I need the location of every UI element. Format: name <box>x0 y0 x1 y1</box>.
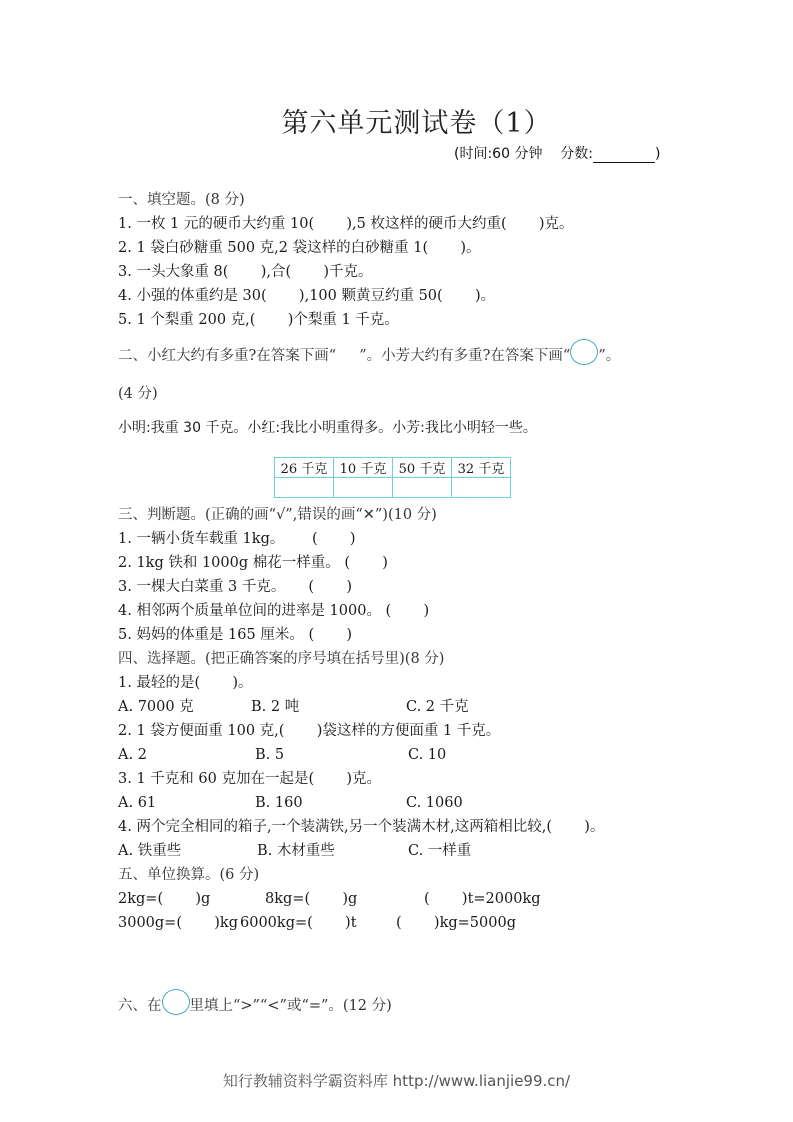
s5-row2-item1: 3000g=( )kg <box>118 915 238 931</box>
weight-options-table <box>274 457 511 498</box>
s3-question-1: 1. 一辆小货车载重 1kg。 ( ) <box>118 531 356 547</box>
answer-cell[interactable] <box>275 478 334 498</box>
s1-question-2: 2. 1 袋白砂糖重 500 克,2 袋这样的白砂糖重 1( )。 <box>118 240 481 256</box>
section-1-heading: 一、填空题。(8 分) <box>118 192 245 208</box>
section-2-heading-end: ”。 <box>598 348 621 364</box>
s4-question-4: 4. 两个完全相同的箱子,一个装满铁,另一个装满木材,这两箱相比较,( )。 <box>118 819 605 835</box>
answer-cell[interactable] <box>393 478 452 498</box>
section-2-heading <box>118 346 620 366</box>
s4-q3-option-a: A. 61 <box>118 795 157 811</box>
s3-question-5: 5. 妈妈的体重是 165 厘米。 ( ) <box>118 627 353 643</box>
s3-question-3: 3. 一棵大白菜重 3 千克。 ( ) <box>118 579 353 595</box>
s4-q3-option-c: C. 1060 <box>406 795 463 811</box>
s1-question-5: 5. 1 个梨重 200 克,( )个梨重 1 千克。 <box>118 312 399 328</box>
option-cell: 10 千克 <box>334 458 393 478</box>
s3-question-2: 2. 1kg 铁和 1000g 棉花一样重。 ( ) <box>118 555 388 571</box>
s1-question-1: 1. 一枚 1 元的硬币大约重 10( ),5 枚这样的硬币大约重( )克。 <box>118 216 574 232</box>
s4-q4-option-b: B. 木材重些 <box>257 843 335 859</box>
score-blank <box>593 148 655 163</box>
option-cell: 50 千克 <box>393 458 452 478</box>
meta-close: ) <box>654 146 661 162</box>
s3-question-4: 4. 相邻两个质量单位间的进率是 1000。 ( ) <box>118 603 430 619</box>
section-6-heading <box>118 996 392 1016</box>
s4-question-1: 1. 最轻的是( )。 <box>118 675 253 691</box>
s4-question-2: 2. 1 袋方便面重 100 克,( )袋这样的方便面重 1 千克。 <box>118 723 501 739</box>
answer-cell[interactable] <box>452 478 511 498</box>
time-score-label: (时间:60 分钟 分数: <box>454 146 593 162</box>
circle-icon <box>162 989 190 1015</box>
s4-q1-option-a: A. 7000 克 <box>118 699 194 715</box>
section-4-heading: 四、选择题。(把正确答案的序号填在括号里)(8 分) <box>118 651 445 667</box>
s4-q1-option-c: C. 2 千克 <box>406 699 469 715</box>
s4-q2-option-a: A. 2 <box>118 747 147 763</box>
s5-row1-item2: 8kg=( )g <box>265 891 358 907</box>
s4-q3-option-b: B. 160 <box>255 795 303 811</box>
section-5-heading: 五、单位换算。(6 分) <box>118 867 260 883</box>
s4-q2-option-c: C. 10 <box>408 747 447 763</box>
s5-row2-item2: 6000kg=( )t <box>240 915 357 931</box>
circle-icon <box>570 339 598 365</box>
s1-question-3: 3. 一头大象重 8( ),合( )千克。 <box>118 264 373 280</box>
footer-watermark: 知行教辅资料学霸资料库 http://www.lianjie99.cn/ <box>222 1072 571 1090</box>
s4-question-3: 3. 1 千克和 60 克加在一起是( )克。 <box>118 771 382 787</box>
s4-q2-option-b: B. 5 <box>255 747 285 763</box>
section-3-heading: 三、判断题。(正确的画“√”,错误的画“✕”)(10 分) <box>118 507 437 523</box>
section-6-prefix: 六、在 <box>118 998 162 1014</box>
section-2-heading-text: 二、小红大约有多重?在答案下画“ ”。小芳大约有多重?在答案下画“ <box>118 348 571 364</box>
section-2-points: (4 分) <box>118 386 158 402</box>
option-cell: 26 千克 <box>275 458 334 478</box>
exam-meta <box>454 143 660 163</box>
section-6-suffix: 里填上“>”“<”或“=”。(12 分) <box>189 998 392 1014</box>
s4-q4-option-a: A. 铁重些 <box>118 843 182 859</box>
s4-q1-option-b: B. 2 吨 <box>251 699 300 715</box>
s4-q4-option-c: C. 一样重 <box>408 843 472 859</box>
s1-question-4: 4. 小强的体重约是 30( ),100 颗黄豆约重 50( )。 <box>118 288 496 304</box>
option-cell: 32 千克 <box>452 458 511 478</box>
answer-cell[interactable] <box>334 478 393 498</box>
s5-row1-item3: ( )t=2000kg <box>424 891 541 907</box>
s5-row2-item3: ( )kg=5000g <box>396 915 516 931</box>
page-title: 第六单元测试卷（1） <box>281 108 552 139</box>
s5-row1-item1: 2kg=( )g <box>118 891 211 907</box>
section-2-statement: 小明:我重 30 千克。小红:我比小明重得多。小芳:我比小明轻一些。 <box>118 420 537 436</box>
